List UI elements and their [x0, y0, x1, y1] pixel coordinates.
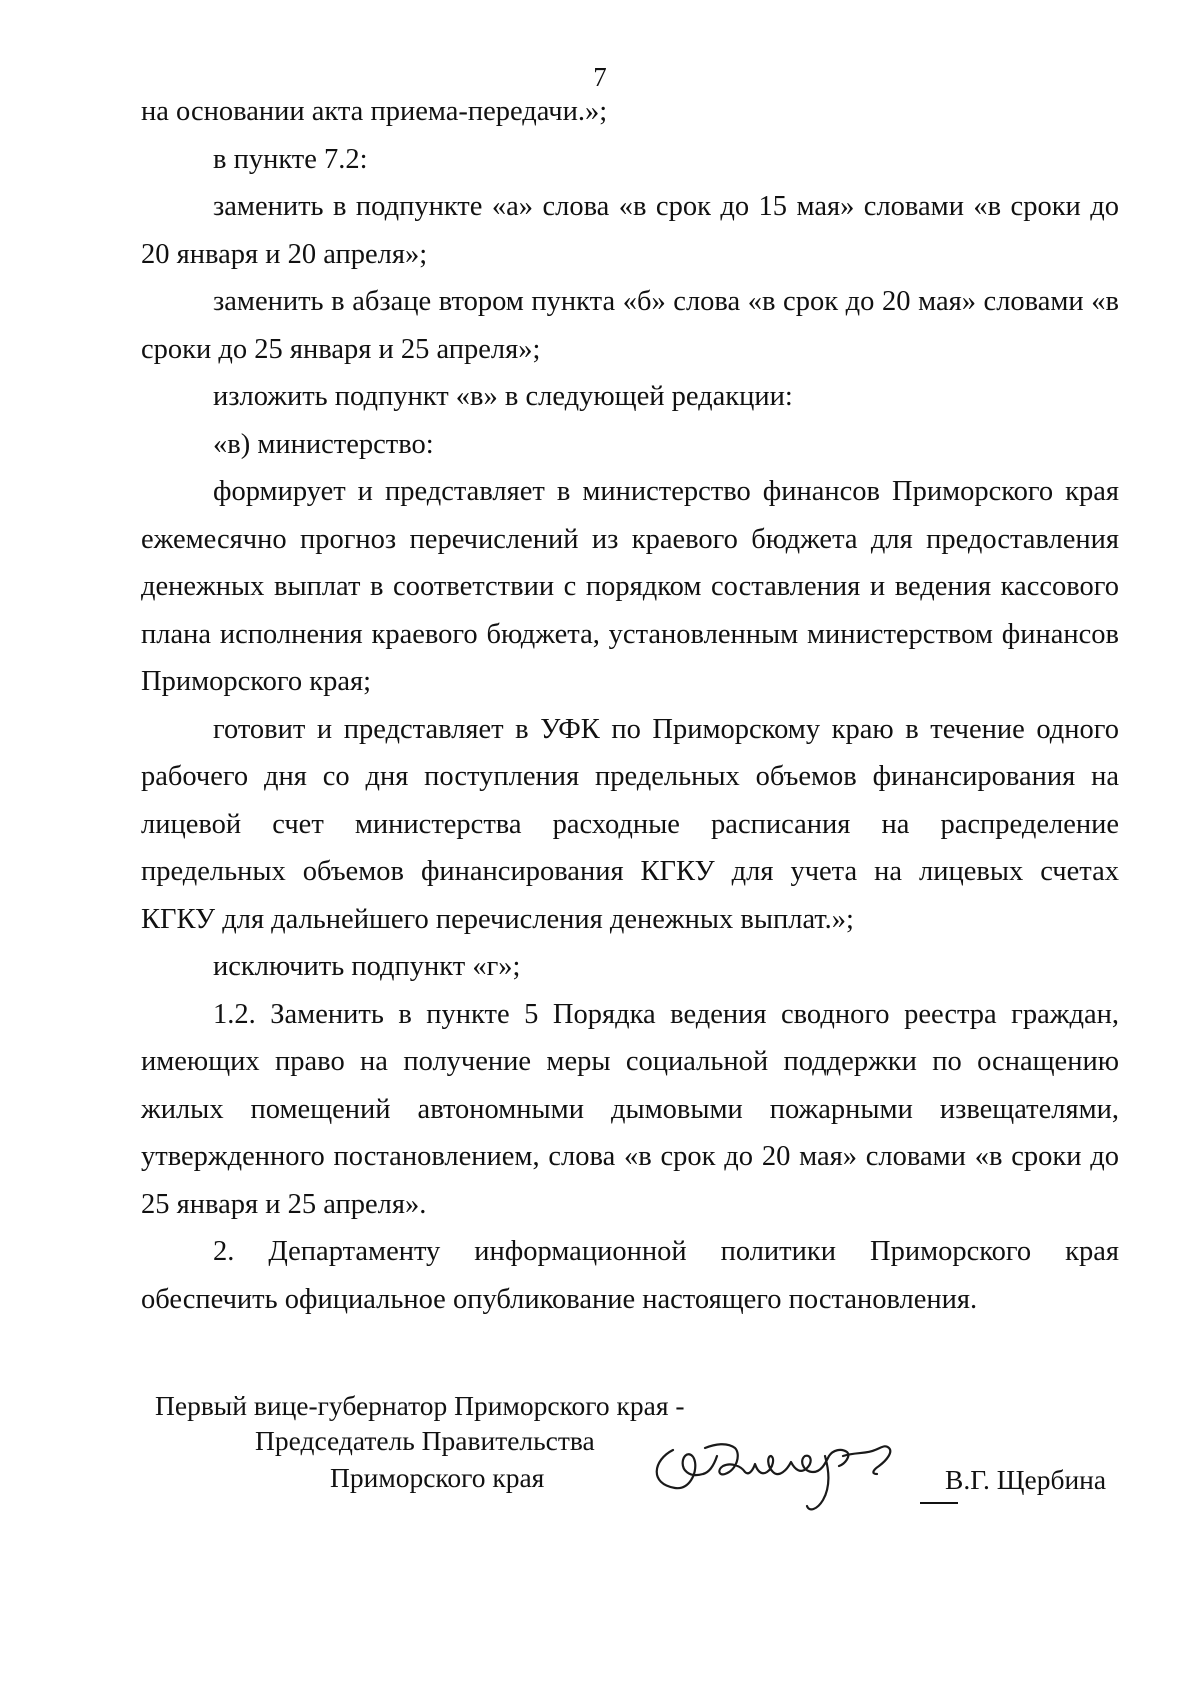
paragraph: заменить в подпункте «а» слова «в срок до 15 мая» словами «в сроки до 20 января и 20 апреля»;: [141, 191, 1119, 270]
paragraph: 1.2. Заменить в пункте 5 Порядка ведения сводного реестра граждан, имеющих право на получение меры социальной поддержки по оснащению жилых помещений автономными дымовыми пожарными извещателями, утвержденного постановлением, слова «в срок до 20 мая» словами «в сроки до 25 января и 25 апреля».: [141, 998, 1119, 1220]
paragraph: на основании акта приема-передачи.»;: [141, 96, 608, 127]
paragraph: 2. Департаменту информационной политики Приморского края обеспечить официальное опубликование настоящего постановления.: [141, 1236, 1119, 1315]
paragraph: в пункте 7.2:: [213, 143, 368, 175]
signer-title-line1: Первый вице-губернатор Приморского края -: [155, 1390, 685, 1421]
signer-title-line3: Приморского края: [330, 1462, 545, 1493]
signature-underline: [920, 1502, 958, 1504]
paragraph: изложить подпункт «в» в следующей редакции:: [213, 381, 793, 412]
paragraph: заменить в абзаце втором пункта «б» слова «в срок до 20 мая» словами «в сроки до 25 января и 25 апреля»;: [141, 286, 1119, 365]
signature-block: [0, 1390, 1200, 1550]
signer-name: В.Г. Щербина: [945, 1464, 1107, 1495]
paragraph: формирует и представляет в министерство финансов Приморского края ежемесячно прогноз перечислений из краевого бюджета для предоставления денежных выплат в соответствии с порядком составления и ведения кассового плана исполнения краевого бюджета, установленным министерством финансов Приморского края;: [141, 476, 1119, 697]
paragraph: готовит и представляет в УФК по Приморскому краю в течение одного рабочего дня со дня поступления предельных объемов финансирования на лицевой счет министерства расходные расписания на распределение предельных объемов финансирования КГКУ для учета на лицевых счетах КГКУ для дальнейшего перечисления денежных выплат.»;: [141, 713, 1119, 935]
handwritten-signature: [645, 1426, 905, 1536]
document-body: [141, 88, 1119, 1323]
page-number: 7: [593, 62, 607, 92]
signer-title-line2: Председатель Правительства: [255, 1425, 595, 1456]
paragraph: «в) министерство:: [213, 428, 434, 460]
paragraph: исключить подпункт «г»;: [213, 951, 521, 982]
